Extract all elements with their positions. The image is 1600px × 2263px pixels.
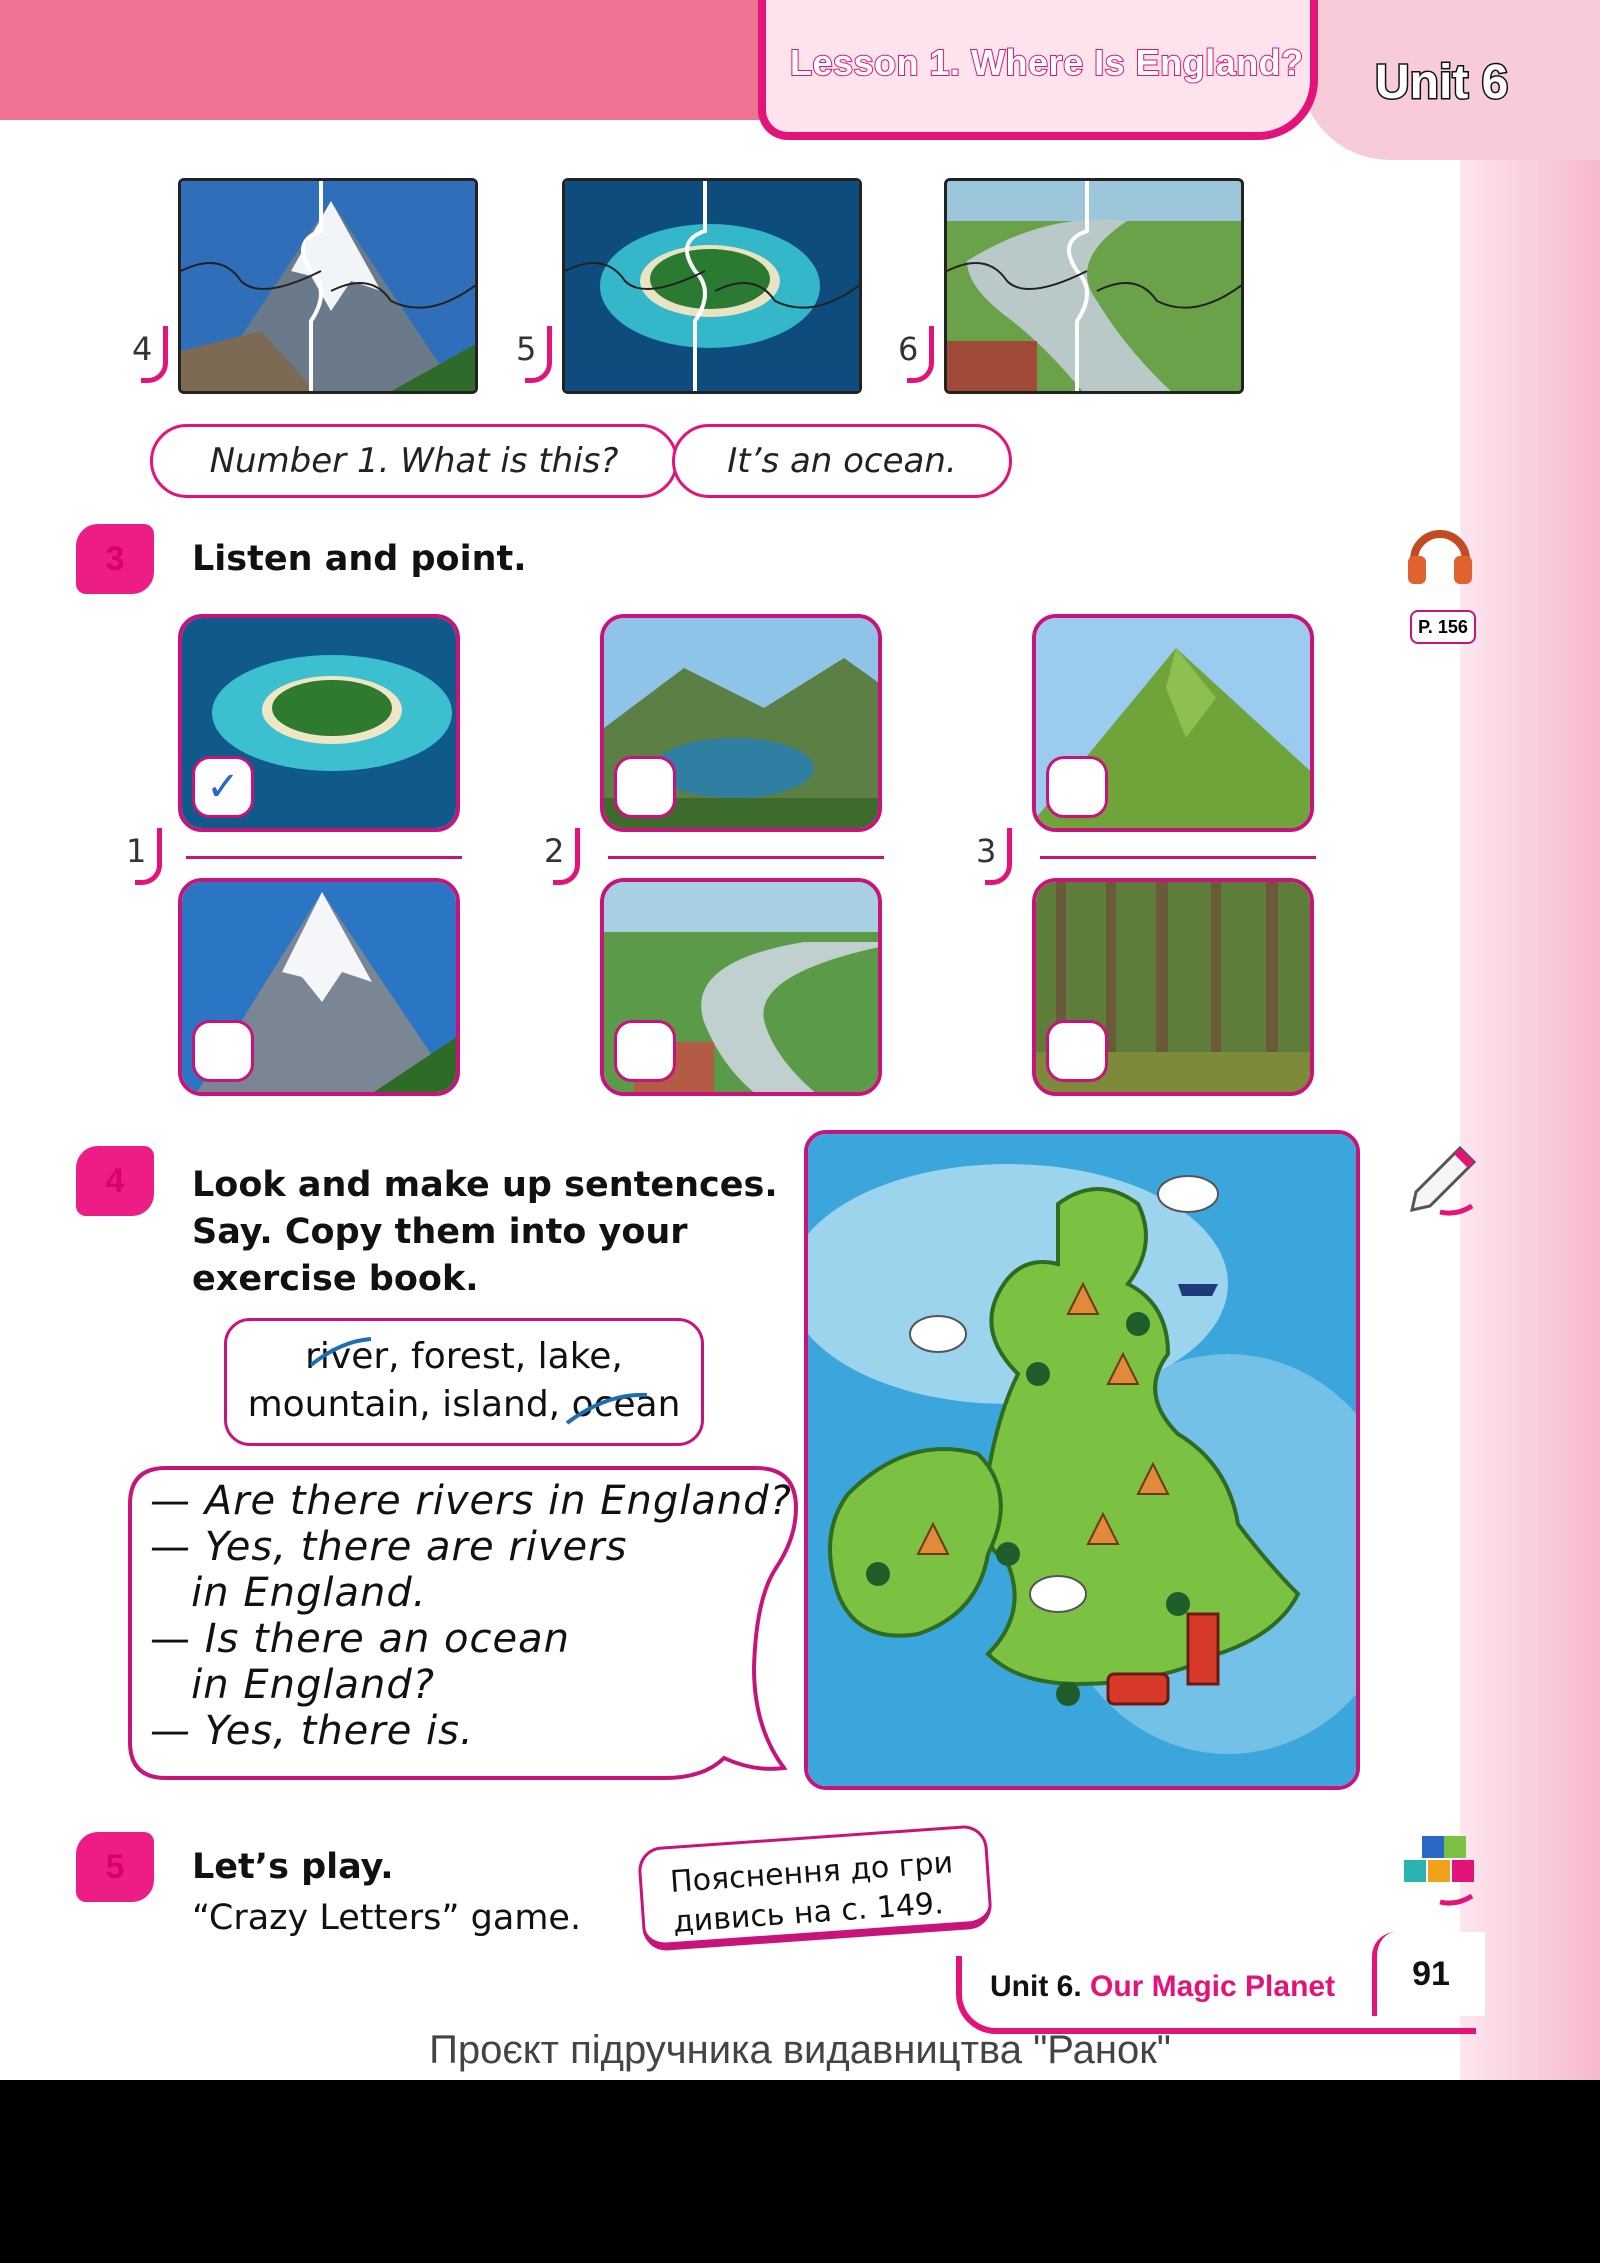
header-band bbox=[0, 0, 770, 120]
uk-map-image bbox=[804, 1130, 1360, 1790]
photo-river[interactable] bbox=[600, 878, 882, 1096]
answer-checkbox[interactable] bbox=[192, 1020, 254, 1082]
game-note bbox=[637, 1824, 993, 1952]
answer-number: 1 bbox=[126, 832, 146, 870]
puzzle-mountain-image bbox=[178, 178, 478, 394]
unit-label: Unit 6 bbox=[1375, 56, 1509, 109]
dialog-line: — Are there rivers in England? bbox=[150, 1478, 792, 1524]
publisher-watermark: Проєкт підручника видавництва "Ранок" bbox=[429, 2028, 1171, 2072]
puzzle-river-image bbox=[944, 178, 1244, 394]
lesson-title: Lesson 1. Where Is England? bbox=[790, 42, 1304, 83]
struck-word: river bbox=[305, 1336, 389, 1377]
puzzle-number: 4 bbox=[132, 330, 152, 368]
pencil-icon[interactable] bbox=[1400, 1142, 1480, 1222]
answer-checkbox[interactable] bbox=[1046, 756, 1108, 818]
word-list-text: , forest, lake, bbox=[388, 1336, 623, 1377]
word-list-text: mountain, island, bbox=[247, 1384, 572, 1425]
task-number-badge: 5 bbox=[76, 1832, 154, 1902]
answer-line[interactable] bbox=[186, 856, 462, 859]
photo-forest[interactable] bbox=[1032, 878, 1314, 1096]
photo-island[interactable] bbox=[178, 614, 460, 832]
dialog-text bbox=[150, 1478, 792, 1754]
footer-title: Our Magic Planet bbox=[1090, 1970, 1336, 2003]
task-number-badge: 4 bbox=[76, 1146, 154, 1216]
answer-checkbox[interactable]: ✓ bbox=[192, 756, 254, 818]
task-subtitle: “Crazy Letters” game. bbox=[192, 1898, 582, 1938]
footer-unit-title bbox=[990, 1970, 1335, 2004]
dialog-line: — Yes, there are rivers bbox=[150, 1524, 628, 1570]
word-box bbox=[224, 1318, 704, 1446]
answer-number: 3 bbox=[976, 832, 996, 870]
dialog-line: — Yes, there is. bbox=[150, 1708, 474, 1754]
photo-mountain[interactable] bbox=[178, 878, 460, 1096]
dialog-line: — Is there an ocean bbox=[150, 1616, 570, 1662]
answer-checkbox[interactable] bbox=[614, 1020, 676, 1082]
task-title-line: exercise book. bbox=[192, 1259, 479, 1299]
answer-number: 2 bbox=[544, 832, 564, 870]
task-number-badge: 3 bbox=[76, 524, 154, 594]
speech-bubble-answer: It’s an ocean. bbox=[672, 424, 1012, 498]
game-note-line: Пояснення до гри bbox=[669, 1845, 955, 1901]
answer-checkbox[interactable] bbox=[614, 756, 676, 818]
speech-bubble-question: Number 1. What is this? bbox=[150, 424, 678, 498]
puzzle-island-image bbox=[562, 178, 862, 394]
audio-page-label: P. 156 bbox=[1410, 610, 1476, 644]
task-title bbox=[192, 1162, 778, 1303]
dialog-line: in England? bbox=[150, 1662, 435, 1708]
struck-word: ocean bbox=[571, 1384, 681, 1425]
answer-checkbox[interactable] bbox=[1046, 1020, 1108, 1082]
dialog-line: in England. bbox=[150, 1570, 427, 1616]
puzzle-number: 5 bbox=[516, 330, 536, 368]
task-title-line: Look and make up sentences. bbox=[192, 1165, 778, 1205]
headphones-icon[interactable] bbox=[1400, 514, 1480, 594]
puzzle-number: 6 bbox=[898, 330, 918, 368]
photo-lake[interactable] bbox=[600, 614, 882, 832]
task-title-line: Say. Copy them into your bbox=[192, 1212, 688, 1252]
task-title: Listen and point. bbox=[192, 539, 527, 579]
photo-hill[interactable] bbox=[1032, 614, 1314, 832]
answer-line[interactable] bbox=[1040, 856, 1316, 859]
page-edge-strip bbox=[1460, 0, 1600, 2080]
page-number: 91 bbox=[1372, 1932, 1485, 2016]
task-title: Let’s play. bbox=[192, 1847, 394, 1887]
blocks-game-icon[interactable] bbox=[1400, 1832, 1480, 1912]
answer-line[interactable] bbox=[608, 856, 884, 859]
game-note-line: дивись на с. 149. bbox=[671, 1886, 945, 1940]
strike-marks bbox=[227, 1321, 707, 1449]
footer-unit: Unit 6. bbox=[990, 1970, 1082, 2003]
